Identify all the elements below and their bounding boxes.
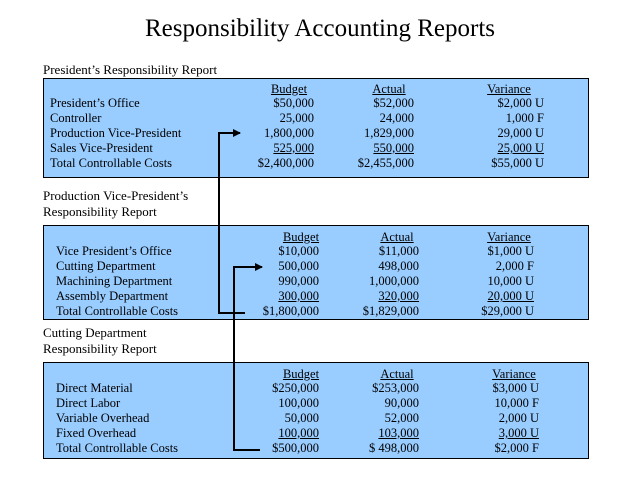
total-variance-value: $29,000 U — [481, 304, 534, 318]
total-actual-value: $2,455,000 — [357, 156, 414, 170]
variance-value: 20,000 U — [487, 289, 534, 303]
row-label: Fixed Overhead — [56, 426, 137, 440]
actual-value: 90,000 — [384, 396, 419, 410]
actual-value: $52,000 — [373, 96, 414, 110]
row-label: Variable Overhead — [56, 411, 150, 425]
production-report-caption-line2: Responsibility Report — [43, 204, 157, 219]
actual-value: 52,000 — [384, 411, 419, 425]
actual-value: 103,000 — [378, 426, 419, 440]
column-header-variance: Variance — [487, 82, 531, 96]
total-row-label: Total Controllable Costs — [56, 304, 179, 318]
actual-value: 550,000 — [373, 141, 414, 155]
row-label: Sales Vice-President — [50, 141, 153, 155]
budget-value: 1,800,000 — [264, 126, 314, 140]
column-header-variance: Variance — [487, 230, 531, 244]
president-report-caption: President’s Responsibility Report — [43, 62, 218, 77]
actual-value: 320,000 — [378, 289, 419, 303]
row-label: Vice President’s Office — [56, 244, 172, 258]
actual-value: $253,000 — [372, 381, 419, 395]
column-header-variance: Variance — [492, 367, 536, 381]
budget-value: 50,000 — [284, 411, 319, 425]
budget-value: $250,000 — [272, 381, 319, 395]
row-label: President’s Office — [50, 96, 140, 110]
variance-value: $1,000 U — [487, 244, 534, 258]
actual-value: $11,000 — [378, 244, 419, 258]
cutting-report-caption-line2: Responsibility Report — [43, 341, 157, 356]
variance-value: 3,000 U — [498, 426, 539, 440]
total-actual-value: $1,829,000 — [362, 304, 419, 318]
row-label: Cutting Department — [56, 259, 156, 273]
total-row-label: Total Controllable Costs — [56, 441, 179, 455]
actual-value: 498,000 — [378, 259, 419, 273]
president-report-box — [43, 78, 589, 178]
budget-value: $50,000 — [273, 96, 314, 110]
actual-value: 24,000 — [379, 111, 414, 125]
row-label: Production Vice-President — [50, 126, 182, 140]
budget-value: 525,000 — [273, 141, 314, 155]
budget-value: 990,000 — [278, 274, 319, 288]
production-report-box — [43, 225, 589, 320]
row-label: Controller — [50, 111, 102, 125]
variance-value: 29,000 U — [497, 126, 544, 140]
total-budget-value: $500,000 — [272, 441, 319, 455]
production-report-caption-line1: Production Vice-President’s — [43, 188, 189, 203]
page-title: Responsibility Accounting Reports — [145, 15, 495, 42]
budget-value: 25,000 — [279, 111, 314, 125]
budget-value: 300,000 — [278, 289, 319, 303]
row-label: Machining Department — [56, 274, 173, 288]
column-header-actual: Actual — [380, 230, 414, 244]
cutting-report-box — [43, 362, 589, 459]
budget-value: 100,000 — [278, 426, 319, 440]
budget-value: 500,000 — [278, 259, 319, 273]
total-budget-value: $1,800,000 — [262, 304, 319, 318]
row-label: Assembly Department — [56, 289, 169, 303]
variance-value: 10,000 U — [487, 274, 534, 288]
variance-value: $2,000 U — [497, 96, 544, 110]
variance-value: 10,000 F — [494, 396, 539, 410]
budget-value: $10,000 — [278, 244, 319, 258]
column-header-actual: Actual — [372, 82, 406, 96]
variance-value: 2,000 U — [498, 411, 539, 425]
total-budget-value: $2,400,000 — [257, 156, 314, 170]
column-header-budget: Budget — [282, 367, 320, 381]
actual-value: 1,829,000 — [364, 126, 414, 140]
column-header-budget: Budget — [270, 82, 308, 96]
variance-value: 1,000 F — [505, 111, 544, 125]
cutting-report-caption-line1: Cutting Department — [43, 325, 147, 340]
variance-value: $3,000 U — [492, 381, 539, 395]
total-variance-value: $55,000 U — [491, 156, 544, 170]
budget-value: 100,000 — [278, 396, 319, 410]
column-header-budget: Budget — [282, 230, 320, 244]
variance-value: 25,000 U — [497, 141, 544, 155]
variance-value: 2,000 F — [495, 259, 534, 273]
total-row-label: Total Controllable Costs — [50, 156, 173, 170]
total-actual-value: $ 498,000 — [369, 441, 419, 455]
actual-value: 1,000,000 — [369, 274, 419, 288]
column-header-actual: Actual — [380, 367, 414, 381]
row-label: Direct Material — [56, 381, 133, 395]
row-label: Direct Labor — [56, 396, 121, 410]
total-variance-value: $2,000 F — [494, 441, 539, 455]
